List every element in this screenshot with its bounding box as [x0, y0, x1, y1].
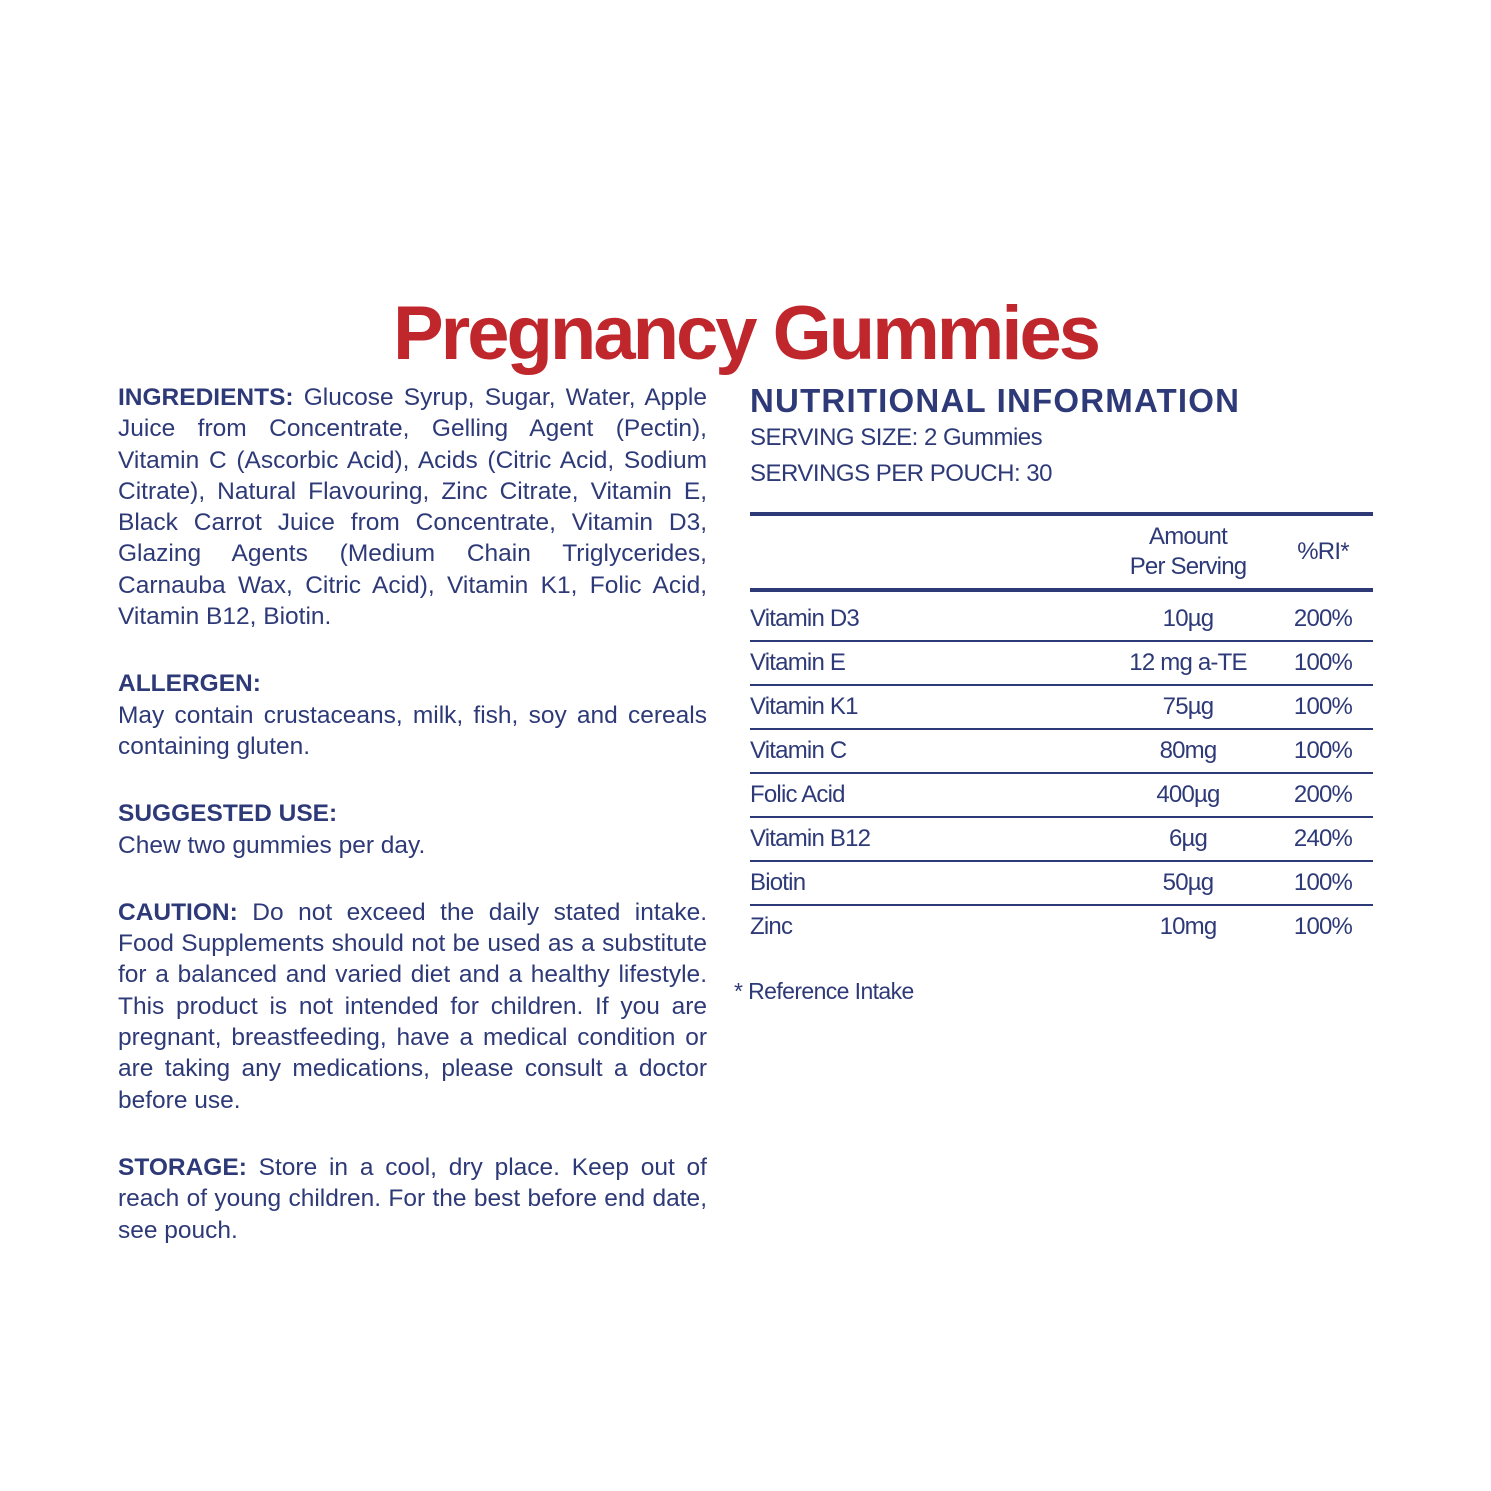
nutrition-panel	[750, 382, 1373, 948]
nutrient-name: Vitamin B12	[750, 825, 871, 852]
nutrient-name: Vitamin E	[750, 649, 846, 676]
nutrition-table	[750, 512, 1373, 948]
suggested-use-label: SUGGESTED USE:	[118, 800, 338, 828]
nutrient-amount: 12 mg a-TE	[1129, 649, 1247, 676]
nutrient-ri: 200%	[1293, 781, 1353, 808]
suggested-use-section	[118, 798, 707, 861]
storage-section	[118, 1152, 707, 1246]
table-row	[750, 729, 1373, 773]
header-amount	[1103, 514, 1273, 590]
storage-text: Store in a cool, dry place. Keep out of reach of young children. For the best before end date, see pouch.	[118, 1153, 707, 1244]
nutrient-name: Vitamin D3	[750, 605, 859, 632]
suggested-use-text: Chew two gummies per day.	[118, 831, 426, 859]
allergen-text: May contain crustaceans, milk, fish, soy and cereals containing gluten.	[118, 701, 707, 760]
ingredients-section	[118, 382, 707, 632]
table-row	[750, 773, 1373, 817]
caution-label: CAUTION:	[118, 898, 238, 926]
table-row	[750, 817, 1373, 861]
table-row	[750, 685, 1373, 729]
table-row	[750, 641, 1373, 685]
table-row	[750, 590, 1373, 641]
header-ri: %RI*	[1297, 538, 1349, 565]
product-info-column	[118, 382, 707, 1282]
table-header-row	[750, 514, 1373, 590]
ingredients-label: INGREDIENTS:	[118, 384, 294, 411]
nutrient-ri: 100%	[1293, 869, 1353, 896]
header-amount-line2: Per Serving	[1129, 553, 1247, 580]
nutrition-title: NUTRITIONAL INFORMATION	[750, 382, 1241, 419]
nutrient-amount: 75µg	[1162, 693, 1214, 720]
nutrient-ri: 240%	[1293, 825, 1353, 852]
table-row	[750, 905, 1373, 948]
nutrient-amount: 10µg	[1162, 605, 1214, 632]
reference-intake-footnote: * Reference Intake	[734, 978, 914, 1004]
nutrient-name: Zinc	[750, 913, 793, 940]
serving-size: SERVING SIZE: 2 Gummies	[750, 424, 1043, 451]
caution-text: Do not exceed the daily stated intake. Food Supplements should not be used as a substitute for a balanced and varied diet and a healthy lifestyle. This product is not intended for children. If you are pregnant, breastfeeding, have a medical condition or are taking any medications, please consult a doctor before use.	[118, 898, 707, 1114]
allergen-section	[118, 668, 707, 762]
nutrient-ri: 100%	[1293, 649, 1353, 676]
product-title: Pregnancy Gummies	[392, 290, 1099, 376]
nutrient-amount: 50µg	[1162, 869, 1214, 896]
nutrient-ri: 100%	[1293, 693, 1353, 720]
nutrient-ri: 100%	[1293, 737, 1353, 764]
header-amount-line1: Amount	[1149, 523, 1227, 550]
nutrient-amount: 400µg	[1156, 781, 1220, 808]
header-nutrient	[750, 514, 1103, 590]
nutrient-amount: 6µg	[1168, 825, 1208, 852]
allergen-label: ALLERGEN:	[118, 670, 261, 698]
servings-per-pouch: SERVINGS PER POUCH: 30	[750, 460, 1052, 487]
nutrient-ri: 100%	[1293, 913, 1353, 940]
nutrient-name: Vitamin C	[750, 737, 847, 764]
nutrient-name: Vitamin K1	[750, 693, 858, 720]
caution-section	[118, 897, 707, 1116]
nutrient-ri: 200%	[1293, 605, 1353, 632]
nutrient-name: Folic Acid	[750, 781, 845, 808]
nutrient-amount: 80mg	[1159, 737, 1217, 764]
nutrient-amount: 10mg	[1159, 913, 1217, 940]
table-row	[750, 861, 1373, 905]
ingredients-text: Glucose Syrup, Sugar, Water, Apple Juice from Concentrate, Gelling Agent (Pectin), Vitamin C (Ascorbic Acid), Acids (Citric Acid, Sodium Citrate), Natural Flavouring, Zinc Citrate, Vitamin E, Black Carrot Juice from Concentrate, Vitamin D3, Glazing Agents (Medium Chain Triglycerides, Carnauba Wax, Citric Acid), Vitamin K1, Folic Acid, Vitamin B12, Biotin.	[118, 384, 707, 631]
storage-label: STORAGE:	[118, 1153, 247, 1181]
nutrient-name: Biotin	[750, 869, 806, 896]
